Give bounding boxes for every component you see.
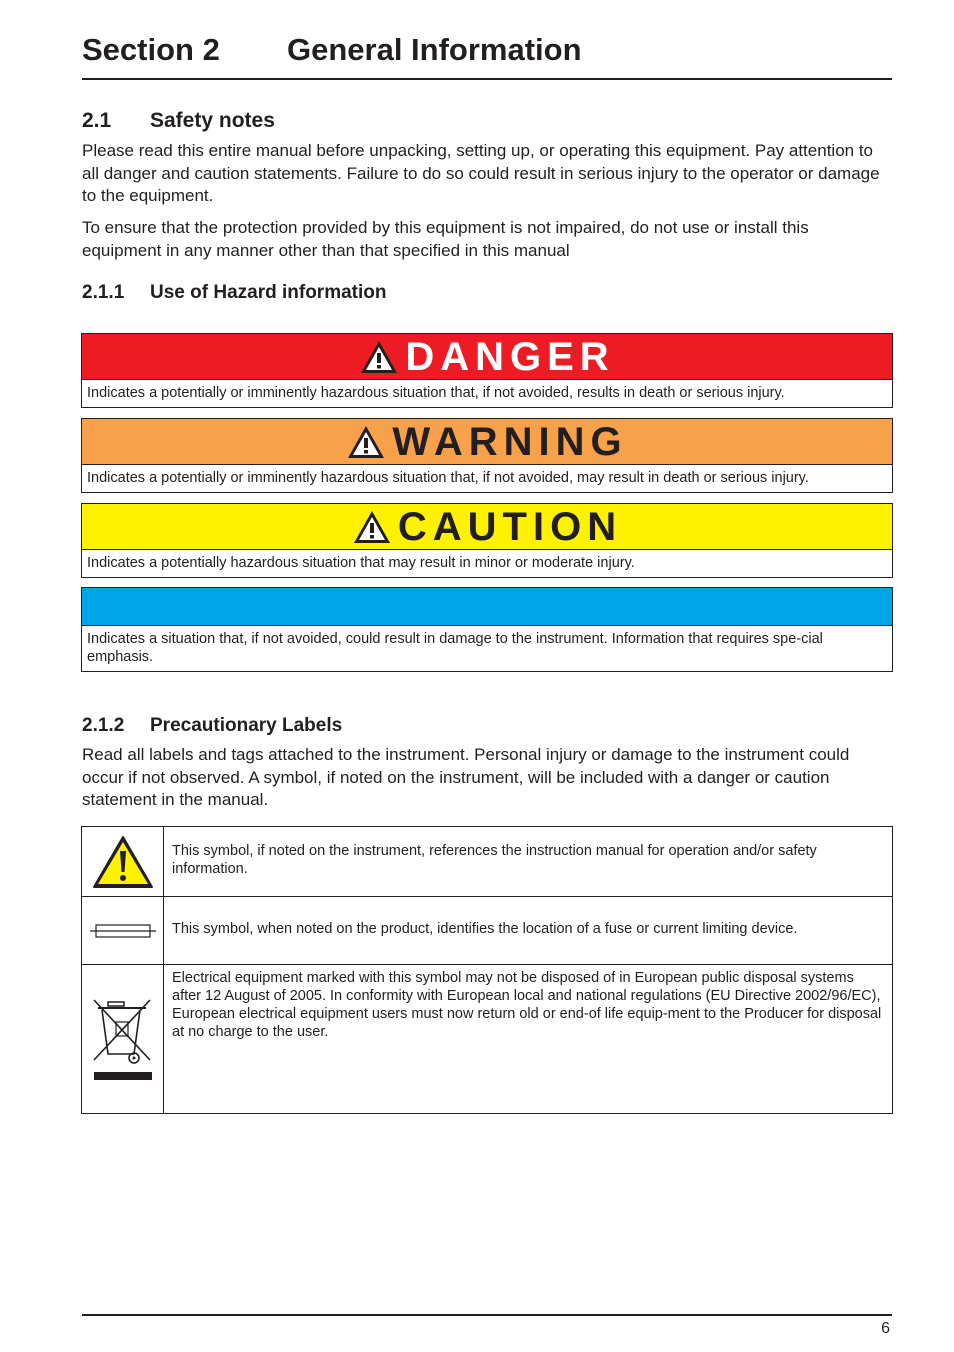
symbol-cell <box>82 965 164 1113</box>
label-text: This symbol, when noted on the product, identifies the location of a fuse or current limiting device. <box>172 921 798 937</box>
table-row <box>82 827 892 897</box>
caution-signal-word: CAUTION <box>397 504 623 549</box>
warning-signal-word: WARNING <box>392 419 628 464</box>
section-heading <box>82 33 892 80</box>
labels-intro: Read all labels and tags attached to the instrument. Personal injury or damage to the instrument could occur if not observed. A symbol, if noted on the instrument, will be included with a danger or caution statement in the manual. <box>82 745 850 809</box>
labels-table <box>81 826 893 1114</box>
warning-description: Indicates a potentially or imminently hazardous situation that, if not avoided, may result in death or serious injury. <box>87 470 809 486</box>
weee-crossed-bin-icon <box>90 994 156 1084</box>
heading-number: 2.1.2 <box>82 715 125 736</box>
warning-triangle-icon <box>352 509 392 545</box>
symbol-cell <box>82 897 164 964</box>
fuse-icon <box>88 921 158 941</box>
notice-box <box>81 587 893 672</box>
heading-title: Precautionary Labels <box>150 715 343 736</box>
heading-number: 2.1.1 <box>82 282 125 303</box>
section-title: General Information <box>287 32 582 67</box>
warning-triangle-icon <box>359 339 399 375</box>
footer-rule <box>82 1314 892 1316</box>
warning-box <box>81 418 893 493</box>
heading-title: Use of Hazard information <box>150 282 387 303</box>
notice-description: Indicates a situation that, if not avoided, could result in damage to the instrument. Information that requires spe-cial emphasis. <box>87 631 823 665</box>
danger-box <box>81 333 893 408</box>
danger-description: Indicates a potentially or imminently hazardous situation that, if not avoided, results in death or serious injury. <box>87 385 785 401</box>
safety-paragraph-2: To ensure that the protection provided by this equipment is not impaired, do not use or install this equipment in any manner other than that specified in this manual <box>82 218 809 260</box>
warning-triangle-icon <box>346 424 386 460</box>
label-text: This symbol, if noted on the instrument, references the instruction manual for operation and/or safety information. <box>172 843 817 877</box>
safety-paragraph-1: Please read this entire manual before unpacking, setting up, or operating this equipment. Pay attention to all danger and caution statements. Failure to do so could result in serious injury to the operator or damage to the equipment. <box>82 141 880 205</box>
heading-title: Safety notes <box>150 109 275 132</box>
danger-signal-bar <box>82 334 892 380</box>
notice-signal-bar <box>82 588 892 626</box>
caution-box <box>81 503 893 578</box>
caution-description: Indicates a potentially hazardous situation that may result in minor or moderate injury. <box>87 555 635 571</box>
label-text: Electrical equipment marked with this symbol may not be disposed of in European public disposal systems after 12 August of 2005. In conformity with European local and national regulations (EU Directive 2002/96/EC), European electrical equipment users must now return old or end-of life equip-ment to the Producer for disposal at no charge to the user. <box>172 970 882 1040</box>
section-number: Section 2 <box>82 32 220 67</box>
caution-signal-bar <box>82 504 892 550</box>
warning-triangle-icon <box>91 834 155 890</box>
symbol-cell <box>82 827 164 896</box>
table-row <box>82 965 892 1113</box>
table-row <box>82 897 892 965</box>
danger-signal-word: DANGER <box>405 334 615 379</box>
heading-number: 2.1 <box>82 109 112 132</box>
warning-signal-bar <box>82 419 892 465</box>
page-number: 6 <box>881 1320 890 1337</box>
